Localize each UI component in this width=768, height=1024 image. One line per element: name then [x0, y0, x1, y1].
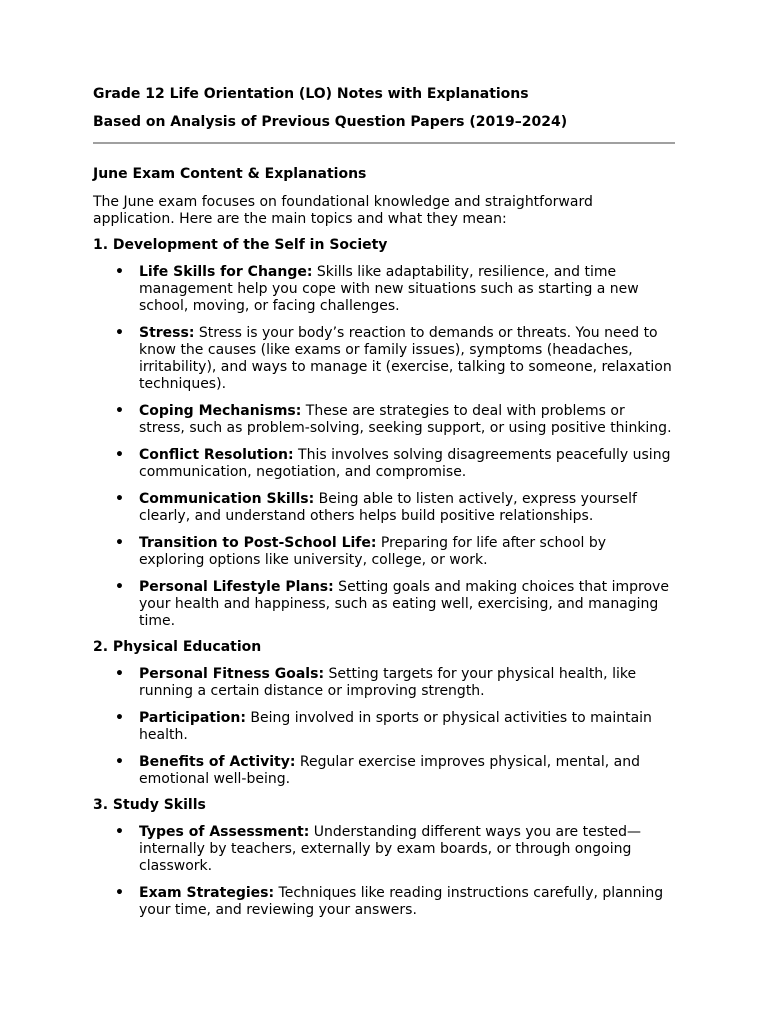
bullet-icon: • [115, 447, 124, 463]
item-text: Understanding different ways you are tested—internally by teachers, externally by exam boards, or through ongoing classwork. [139, 824, 641, 874]
topic-heading: 1. Development of the Self in Society [93, 237, 388, 253]
list-item [93, 491, 675, 525]
bullet-icon: • [115, 325, 124, 341]
item-term: Types of Assessment: [139, 824, 310, 840]
bullet-icon: • [115, 885, 124, 901]
item-text: Being able to listen actively, express yourself clearly, and understand others helps build positive relationships. [139, 491, 637, 524]
document-title: Grade 12 Life Orientation (LO) Notes with Explanations [93, 86, 529, 102]
list-item [93, 824, 675, 875]
item-term: Exam Strategies: [139, 885, 275, 901]
bullet-icon: • [115, 666, 124, 682]
item-term: Participation: [139, 710, 246, 726]
section-heading: June Exam Content & Explanations [93, 166, 367, 182]
item-term: Communication Skills: [139, 491, 315, 507]
bullet-icon: • [115, 491, 124, 507]
item-term: Life Skills for Change: [139, 264, 313, 280]
list-item [93, 885, 675, 919]
bullet-icon: • [115, 535, 124, 551]
bullet-icon: • [115, 710, 124, 726]
list-item [93, 710, 675, 744]
item-text: Stress is your body’s reaction to demands or threats. You need to know the causes (like exams or family issues), symptoms (headaches, irritability), and ways to manage it (exercise, talking to someone, relaxation techniques). [139, 325, 672, 392]
bullet-icon: • [115, 403, 124, 419]
bullet-icon: • [115, 579, 124, 595]
document-body [93, 86, 675, 919]
list-item [93, 535, 675, 569]
bullet-list [93, 666, 675, 788]
bullet-list [93, 824, 675, 919]
item-text: Being involved in sports or physical activities to maintain health. [139, 710, 652, 743]
bullet-list [93, 264, 675, 630]
item-text: Techniques like reading instructions carefully, planning your time, and reviewing your answers. [139, 885, 664, 918]
bullet-icon: • [115, 264, 124, 280]
list-item [93, 579, 675, 630]
section-intro: The June exam focuses on foundational knowledge and straightforward application. Here are the main topics and what they mean: [93, 194, 593, 227]
list-item [93, 447, 675, 481]
item-term: Personal Lifestyle Plans: [139, 579, 334, 595]
item-text: These are strategies to deal with problems or stress, such as problem-solving, seeking support, or using positive thinking. [139, 403, 672, 436]
item-text: Skills like adaptability, resilience, and time management help you cope with new situations such as starting a new school, moving, or facing challenges. [139, 264, 639, 314]
item-text: Setting goals and making choices that improve your health and happiness, such as eating well, exercising, and managing time. [139, 579, 669, 629]
item-term: Personal Fitness Goals: [139, 666, 325, 682]
topic-heading: 3. Study Skills [93, 797, 206, 813]
horizontal-rule [93, 142, 675, 144]
item-term: Transition to Post-School Life: [139, 535, 377, 551]
item-term: Benefits of Activity: [139, 754, 296, 770]
document-subtitle: Based on Analysis of Previous Question Papers (2019–2024) [93, 114, 568, 130]
item-text: Regular exercise improves physical, mental, and emotional well-being. [139, 754, 640, 787]
item-term: Coping Mechanisms: [139, 403, 302, 419]
list-item [93, 666, 675, 700]
item-text: Preparing for life after school by exploring options like university, college, or work. [139, 535, 607, 568]
item-text: This involves solving disagreements peacefully using communication, negotiation, and compromise. [139, 447, 671, 480]
item-term: Conflict Resolution: [139, 447, 294, 463]
list-item [93, 264, 675, 315]
bullet-icon: • [115, 824, 124, 840]
list-item [93, 754, 675, 788]
item-term: Stress: [139, 325, 195, 341]
list-item [93, 403, 675, 437]
item-text: Setting targets for your physical health, like running a certain distance or improving strength. [139, 666, 637, 699]
bullet-icon: • [115, 754, 124, 770]
list-item [93, 325, 675, 393]
topic-heading: 2. Physical Education [93, 639, 262, 655]
